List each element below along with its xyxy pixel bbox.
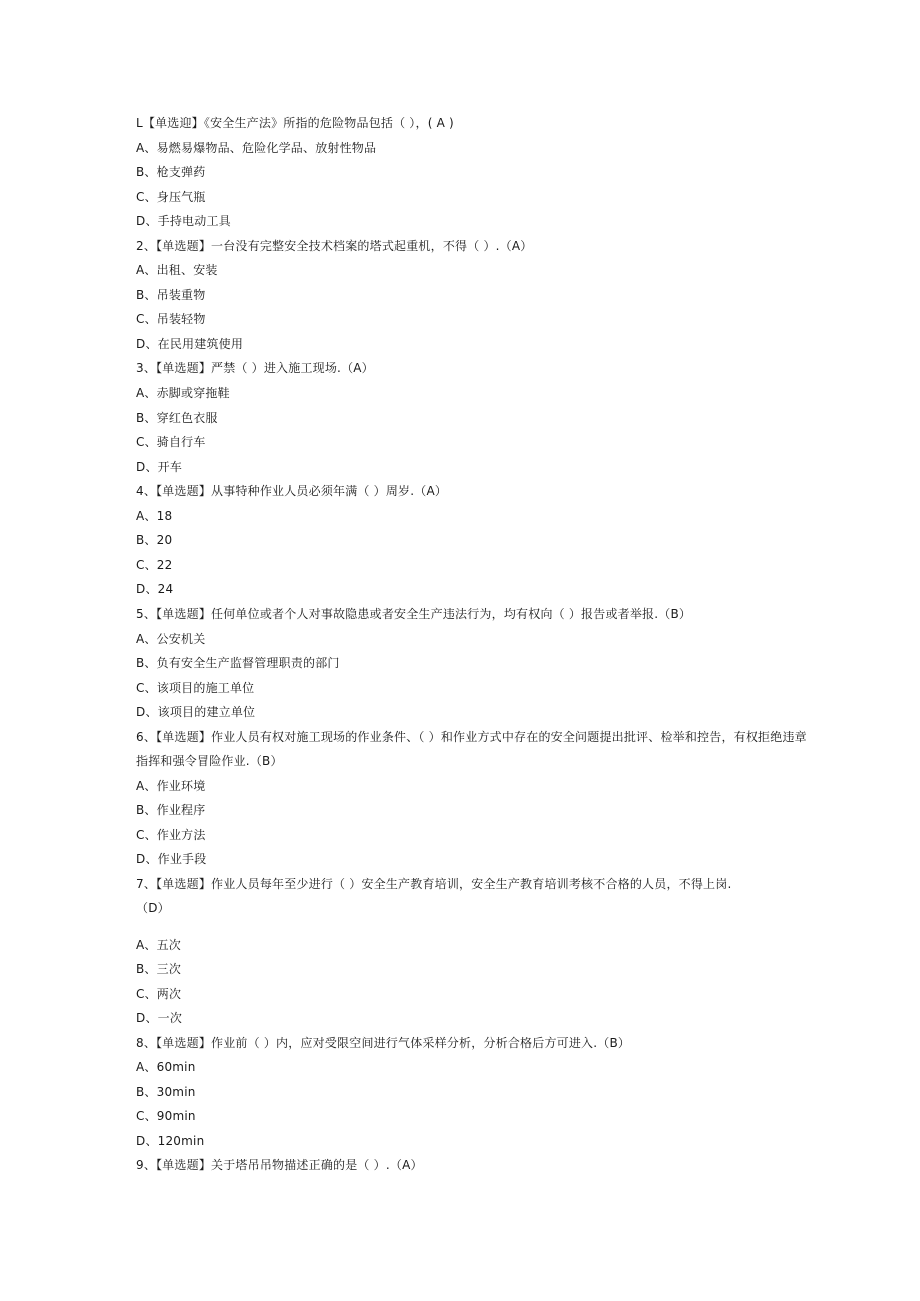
question-3-option-c: C、骑自行车 <box>136 435 206 449</box>
question-6-option-a: A、作业环境 <box>136 779 206 793</box>
question-8-option-a: A、60min <box>136 1060 196 1074</box>
question-2-option-a: A、出租、安装 <box>136 263 218 277</box>
question-3-stem: 3、【单选题】严禁（ ）进入施工现场.（A） <box>136 361 374 375</box>
question-4-option-b: B、20 <box>136 533 173 547</box>
question-6-stem: 6、【单选题】作业人员有权对施工现场的作业条件、（ ）和作业方式中存在的安全问题提出批评、检举和控告，有权拒绝违章 <box>136 730 807 744</box>
question-1-option-c: C、身压气瓶 <box>136 190 206 204</box>
question-9-stem: 9、【单选题】关于塔吊吊物描述正确的是（ ）.（A） <box>136 1158 423 1172</box>
question-4-option-c: C、22 <box>136 558 173 572</box>
question-2-option-c: C、吊装轻物 <box>136 312 206 326</box>
question-7-stem: 7、【单选题】作业人员每年至少进行（ ）安全生产教育培训，安全生产教育培训考核不合格的人员，不得上岗. <box>136 877 732 891</box>
question-4-option-d: D、24 <box>136 582 174 596</box>
question-3-option-b: B、穿红色衣服 <box>136 411 218 425</box>
question-8-option-b: B、30min <box>136 1085 196 1099</box>
question-6-stem-continued: 指挥和强令冒险作业.（B） <box>136 754 283 768</box>
question-8-option-c: C、90min <box>136 1109 196 1123</box>
question-7-option-b: B、三次 <box>136 962 182 976</box>
question-5-stem: 5、【单选题】任何单位或者个人对事故隐患或者安全生产违法行为，均有权向（ ）报告或者举报.（B） <box>136 607 692 621</box>
question-1-option-b: B、枪支弹药 <box>136 165 206 179</box>
question-5-option-c: C、该项目的施工单位 <box>136 681 255 695</box>
question-5-option-a: A、公安机关 <box>136 632 206 646</box>
question-3-option-a: A、赤脚或穿拖鞋 <box>136 386 230 400</box>
question-4-option-a: A、18 <box>136 509 173 523</box>
question-8-option-d: D、120min <box>136 1134 205 1148</box>
question-2-option-d: D、在民用建筑使用 <box>136 337 244 351</box>
question-1-option-d: D、手持电动工具 <box>136 214 231 228</box>
question-6-option-c: C、作业方法 <box>136 828 206 842</box>
question-7-option-d: D、一次 <box>136 1011 183 1025</box>
question-8-stem: 8、【单选题】作业前（ ）内，应对受限空间进行气体采样分析，分析合格后方可进入.（B） <box>136 1036 631 1050</box>
question-3-option-d: D、开车 <box>136 460 183 474</box>
question-2-option-b: B、吊装重物 <box>136 288 206 302</box>
question-1-option-a: A、易燃易爆物品、危险化学品、放射性物品 <box>136 141 377 155</box>
question-6-option-d: D、作业手段 <box>136 852 207 866</box>
question-5-option-b: B、负有安全生产监督管理职责的部门 <box>136 656 340 670</box>
question-7-option-a: A、五次 <box>136 938 182 952</box>
question-5-option-d: D、该项目的建立单位 <box>136 705 256 719</box>
question-2-stem: 2、【单选题】一台没有完整安全技术档案的塔式起重机，不得（ ）.（A） <box>136 239 533 253</box>
question-1-stem: L【单选迎】《安全生产法》所指的危险物品包括（ ），( A ) <box>136 116 454 130</box>
question-6-option-b: B、作业程序 <box>136 803 206 817</box>
question-7-option-c: C、两次 <box>136 987 182 1001</box>
question-4-stem: 4、【单选题】从事特种作业人员必须年满（ ）周岁.（A） <box>136 484 448 498</box>
question-7-answer: （D） <box>136 901 170 915</box>
